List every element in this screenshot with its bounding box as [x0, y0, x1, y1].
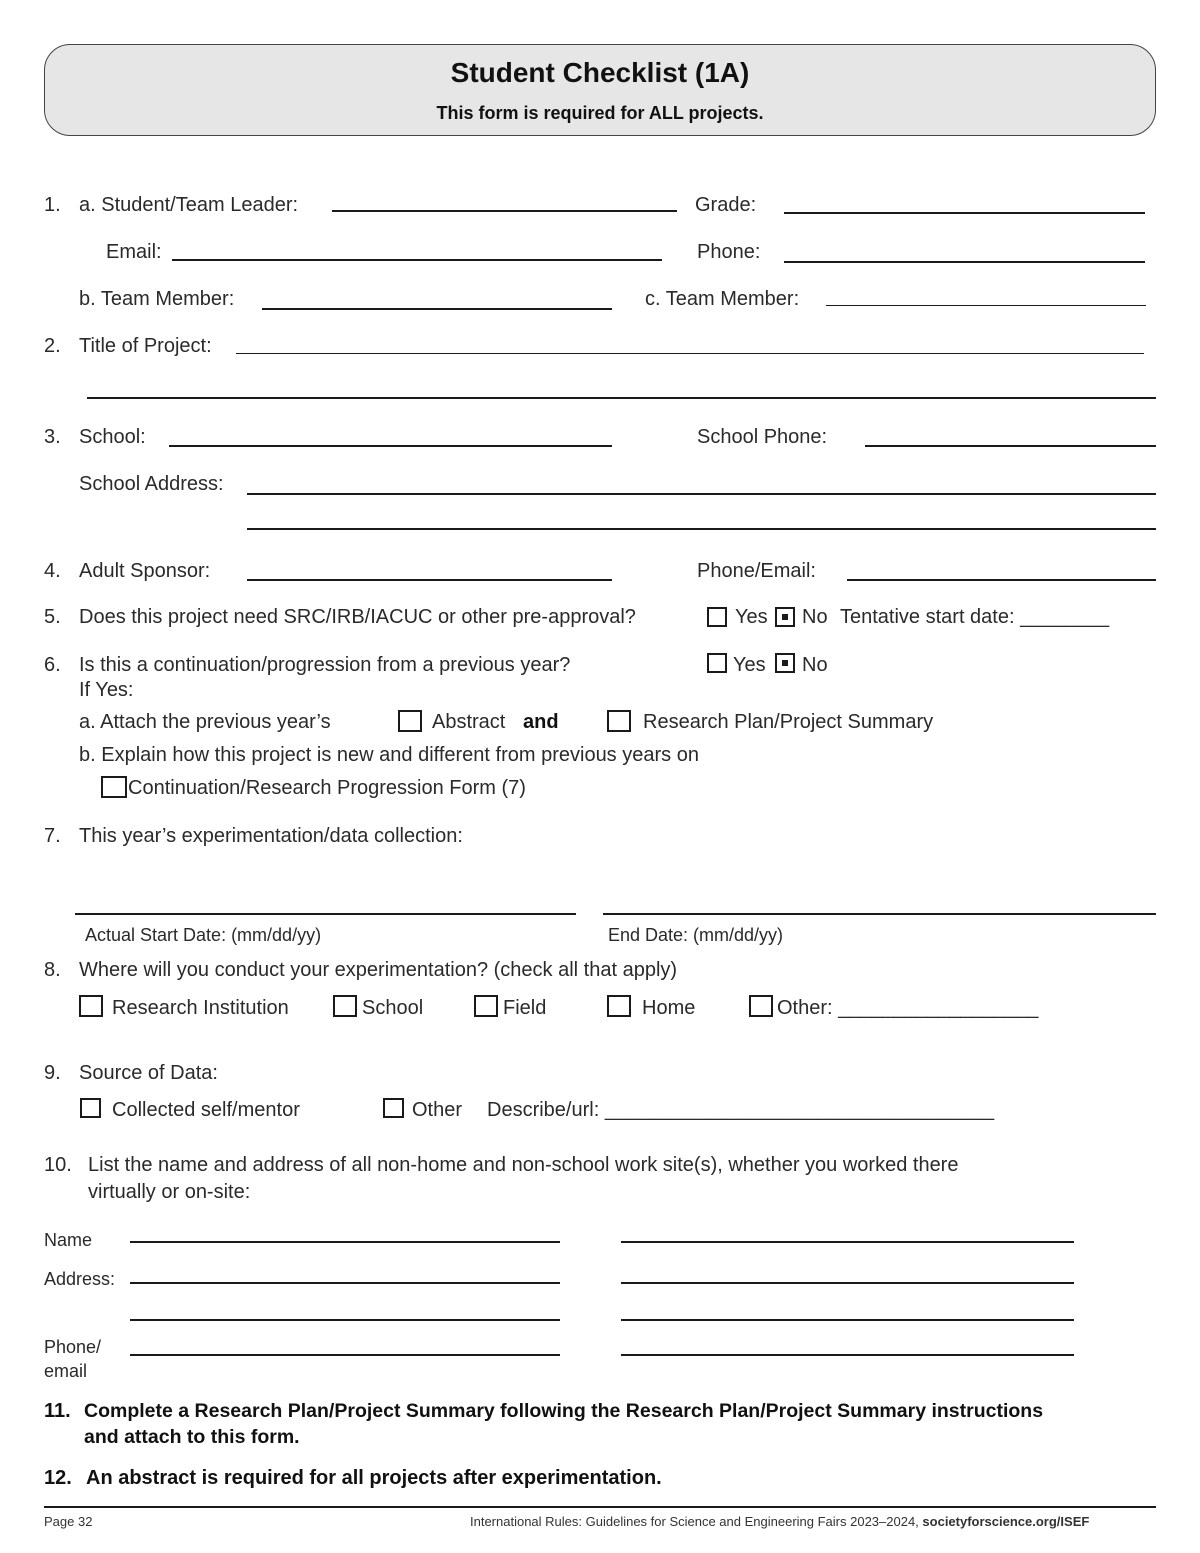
adult-sponsor-label: Adult Sponsor:	[79, 560, 211, 582]
attach-research-plan-label: Research Plan/Project Summary	[643, 711, 934, 733]
footer-site-link[interactable]: societyforscience.org/ISEF	[922, 1514, 1090, 1529]
actual-start-date-field[interactable]	[75, 913, 576, 915]
site1-phone-field[interactable]	[130, 1354, 560, 1356]
project-title-field-line2[interactable]	[87, 397, 1156, 399]
continuation-no-checkbox[interactable]	[775, 653, 795, 673]
page-number: Page 32	[44, 1514, 93, 1529]
work-sites-text: List the name and address of all non-home and non-school work site(s), whether you worked there	[88, 1154, 959, 1176]
site-name-label: Name	[44, 1230, 93, 1250]
site2-phone-field[interactable]	[621, 1354, 1074, 1356]
attach-abstract-checkbox[interactable]	[398, 710, 422, 732]
location-field-checkbox[interactable]	[474, 995, 498, 1017]
school-label: School:	[79, 426, 146, 448]
site1-name-field[interactable]	[130, 1241, 560, 1243]
site2-name-field[interactable]	[621, 1241, 1074, 1243]
phone-field[interactable]	[784, 261, 1145, 263]
q7-number: 7.	[44, 825, 61, 847]
site2-address-field-line2[interactable]	[621, 1319, 1074, 1321]
continuation-no-label: No	[802, 654, 828, 676]
q12-number: 12.	[44, 1467, 72, 1489]
data-collected-self-label: Collected self/mentor	[112, 1099, 300, 1121]
q3-number: 3.	[44, 426, 61, 448]
experimentation-label: This year’s experimentation/data collection:	[79, 825, 463, 847]
attach-previous-label: a. Attach the previous year’s	[79, 711, 331, 733]
abstract-requirement: An abstract is required for all projects after experimentation.	[86, 1467, 662, 1489]
project-title-field[interactable]	[236, 353, 1144, 354]
actual-start-date-caption: Actual Start Date: (mm/dd/yy)	[85, 925, 322, 945]
if-yes-label: If Yes:	[79, 679, 134, 701]
student-leader-label: a. Student/Team Leader:	[79, 194, 299, 216]
data-describe-url-label: Describe/url: ___________________________________	[487, 1099, 995, 1121]
phone-label: Phone:	[697, 241, 761, 263]
research-plan-instruction-line2: and attach to this form.	[84, 1426, 300, 1448]
q8-number: 8.	[44, 959, 61, 981]
school-address-field[interactable]	[247, 493, 1156, 495]
team-member-b-label: b. Team Member:	[79, 288, 235, 310]
location-home-label: Home	[642, 997, 696, 1019]
location-home-checkbox[interactable]	[607, 995, 631, 1017]
school-phone-label: School Phone:	[697, 426, 828, 448]
preapproval-question: Does this project need SRC/IRB/IACUC or other pre-approval?	[79, 606, 636, 628]
email-field[interactable]	[172, 259, 662, 261]
site2-address-field[interactable]	[621, 1282, 1074, 1284]
site-email-label: email	[44, 1361, 88, 1381]
sponsor-phone-email-label: Phone/Email:	[697, 560, 816, 582]
data-other-checkbox[interactable]	[383, 1098, 404, 1118]
grade-label: Grade:	[695, 194, 757, 216]
location-research-institution-checkbox[interactable]	[79, 995, 103, 1017]
q2-number: 2.	[44, 335, 61, 357]
q9-number: 9.	[44, 1062, 61, 1084]
footer-source	[470, 1514, 1089, 1529]
email-label: Email:	[106, 241, 162, 263]
sponsor-phone-email-field[interactable]	[847, 579, 1156, 581]
q1-number: 1.	[44, 194, 61, 216]
end-date-field[interactable]	[603, 913, 1156, 915]
preapproval-no-label: No	[802, 606, 828, 628]
q10-number: 10.	[44, 1154, 72, 1176]
attach-research-plan-checkbox[interactable]	[607, 710, 631, 732]
team-member-b-field[interactable]	[262, 308, 612, 310]
location-question: Where will you conduct your experimentation? (check all that apply)	[79, 959, 678, 981]
team-member-c-field[interactable]	[826, 305, 1146, 306]
q6-number: 6.	[44, 654, 61, 676]
form-header	[44, 44, 1156, 136]
q5-number: 5.	[44, 606, 61, 628]
team-member-c-label: c. Team Member:	[645, 288, 800, 310]
source-of-data-label: Source of Data:	[79, 1062, 218, 1084]
site-address-label: Address:	[44, 1269, 116, 1289]
site-phone-label: Phone/	[44, 1337, 102, 1357]
q11-number: 11.	[44, 1400, 71, 1422]
continuation-yes-label: Yes	[733, 654, 766, 676]
q4-number: 4.	[44, 560, 61, 582]
preapproval-yes-label: Yes	[735, 606, 768, 628]
form-subtitle: This form is required for ALL projects.	[436, 103, 764, 123]
continuation-question: Is this a continuation/progression from a previous year?	[79, 654, 571, 676]
adult-sponsor-field[interactable]	[247, 579, 612, 581]
site1-address-field[interactable]	[130, 1282, 560, 1284]
school-address-field-line2[interactable]	[247, 528, 1156, 530]
location-school-label: School	[362, 997, 424, 1019]
preapproval-no-checkbox[interactable]	[775, 607, 795, 627]
location-other-label: Other: __________________	[777, 997, 1039, 1019]
project-title-label: Title of Project:	[79, 335, 212, 357]
footer-divider	[44, 1506, 1156, 1508]
site1-address-field-line2[interactable]	[130, 1319, 560, 1321]
attach-abstract-label: Abstract	[432, 711, 506, 733]
school-address-label: School Address:	[79, 473, 224, 495]
form-title: Student Checklist (1A)	[450, 57, 750, 88]
data-other-label: Other	[412, 1099, 463, 1121]
school-field[interactable]	[169, 445, 612, 447]
preapproval-yes-checkbox[interactable]	[707, 607, 727, 627]
student-leader-field[interactable]	[332, 210, 677, 212]
location-other-checkbox[interactable]	[749, 995, 773, 1017]
research-plan-instruction: Complete a Research Plan/Project Summary following the Research Plan/Project Summary instructions	[84, 1400, 1044, 1422]
location-research-institution-label: Research Institution	[112, 997, 289, 1019]
tentative-start-date-label: Tentative start date: ________	[840, 606, 1110, 628]
location-field-label: Field	[503, 997, 547, 1019]
continuation-form-label: Continuation/Research Progression Form (7)	[128, 777, 526, 799]
footer-source-text: International Rules: Guidelines for Science and Engineering Fairs 2023–2024,	[470, 1514, 919, 1529]
work-sites-text-line2: virtually or on-site:	[88, 1181, 251, 1203]
location-school-checkbox[interactable]	[333, 995, 357, 1017]
end-date-caption: End Date: (mm/dd/yy)	[608, 925, 784, 945]
continuation-form-checkbox[interactable]	[101, 776, 127, 798]
and-label: and	[523, 711, 559, 733]
explain-new-label: b. Explain how this project is new and different from previous years on	[79, 744, 699, 766]
continuation-yes-checkbox[interactable]	[707, 653, 727, 673]
school-phone-field[interactable]	[865, 445, 1156, 447]
data-collected-self-checkbox[interactable]	[80, 1098, 101, 1118]
grade-field[interactable]	[784, 212, 1145, 214]
